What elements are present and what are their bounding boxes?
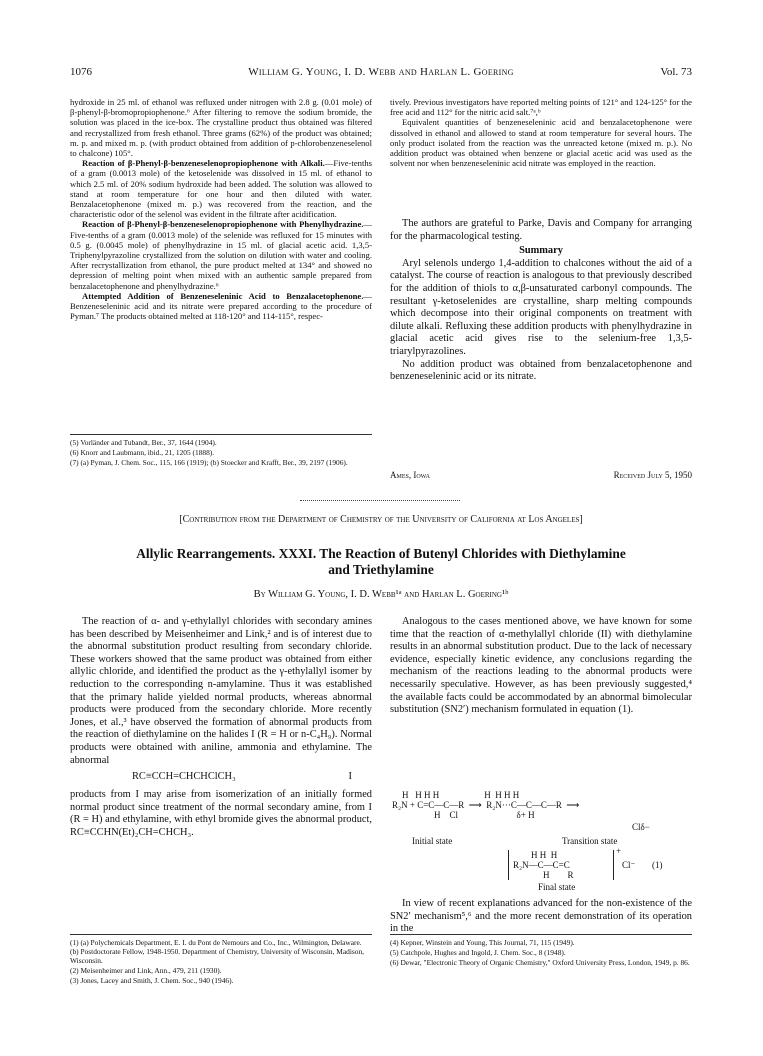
- chloride-ion: Cl⁻: [622, 860, 636, 870]
- top-right-body: [390, 218, 692, 384]
- final-row-top: H H H: [531, 850, 558, 860]
- paragraph: Equivalent quantities of benzeneseleninic acid and benzalacetophenone were dissolved in ethanol and allowed to stand at room temperature for several hours. The only product isolated from the reaction was the unreacted ketone (mixed m. p.). No addition product was obtained when benzene or glacial acetic acid was used as the solvent nor when benzeneseleninic acid nitrate was employed in the reaction.: [390, 117, 692, 169]
- title-line: Allylic Rearrangements. XXXI. The Reaction of Butenyl Chlorides with Diethylamine: [136, 546, 626, 561]
- title-line: and Triethylamine: [328, 562, 434, 577]
- formula: RC≡CCH=CHCHClCH₃: [132, 771, 236, 783]
- footnote: (3) Jones, Lacey and Smith, J. Chem. Soc., 940 (1946).: [70, 976, 234, 985]
- footnote: (7) (a) Pyman, J. Chem. Soc., 115, 166 (1919); (b) Stoecker and Krafft, Ber., 39, 2197 (1906).: [70, 458, 348, 467]
- byline: By William G. Young, I. D. Webb¹ᵃ and Harlan L. Goering¹ᵇ: [253, 589, 509, 600]
- article-title: [70, 546, 692, 578]
- summary-paragraph: Aryl selenols undergo 1,4-addition to chalcones without the aid of a catalyst. The course of reaction is analogous to that previously described for the addition of thiols to α,β-unsaturated carbonyl compounds. The resultant γ-ketoselenides are crystalline, sharp melting compounds which decompose into their original components on treatment with dilute alkali. Refluxing these addition products with phenylhydrazine in glacial acetic acid gives rise to the selenium-free 1,3,5-triarylpyrazolines.: [390, 257, 692, 357]
- volume-label: Vol. 73: [660, 66, 692, 78]
- bottom-right-continuation: [390, 898, 692, 936]
- footnote: (5) Vorländer and Tubandt, Ber., 37, 1644 (1904).: [70, 438, 217, 447]
- paragraph: [70, 291, 372, 322]
- place: Ames, Iowa: [390, 470, 430, 480]
- scheme-row-mid: R₂N + C=C—C—R ⟶ R₂N···C—C—C—R ⟶: [392, 800, 580, 810]
- paragraph: [70, 158, 372, 219]
- section-heading: Reaction of β-Phenyl-β-benzeneselenopropiophenone with Phenylhydrazine.: [82, 219, 364, 230]
- article-divider: [300, 500, 460, 501]
- received-date: Received July 5, 1950: [613, 470, 692, 480]
- final-bracket: [508, 850, 614, 880]
- top-left-column: [70, 97, 372, 321]
- final-row-bot: H R: [543, 870, 574, 880]
- footnote: (1) (a) Polychemicals Department, E. I. du Pont de Nemours and Co., Inc., Wilmington, Delaware. (b) Postdoctorate Fellow, 1948-1950. Department of Chemistry, University of Wisconsin, Madison, Wisconsin.: [70, 938, 364, 965]
- formula-number: I: [348, 771, 352, 783]
- summary-paragraph: No addition product was obtained from benzalacetophenone and benzeneseleninic acid or its nitrate.: [390, 358, 692, 383]
- page-header: [70, 66, 692, 82]
- footnote: (6) Knorr and Laubmann, ibid., 21, 1205 (1888).: [70, 448, 215, 457]
- bottom-right-column: [390, 616, 692, 717]
- contribution-line: [Contribution from the Department of Chemistry of the University of California at Los Angeles]: [179, 514, 583, 525]
- acknowledgment: The authors are grateful to Parke, Davis and Company for arranging for the pharmacological testing.: [390, 218, 692, 242]
- paragraph: The reaction of α- and γ-ethylallyl chlorides with secondary amines has been described by Meisenheimer and Link,² and is of interest due to the abnormal substitution product resulting from secondary chloride. These workers showed that the same product was obtained from either allylic chloride, and identified the product as the γ-ethylallyl isomer by reduction to the corresponding n-amylamine. Thus it was established that the primary halide yielded normal products, whereas abnormal products were produced from the secondary chloride. More recently Jones, et al.,³ have observed the formation of abnormal products from the reaction of diethylamine on the halides I (R = H or n-C₄H₉). Normal products were obtained with aniline, ammonia and ethylamine. The abnormal: [70, 616, 372, 766]
- footnote: (2) Meisenheimer and Link, Ann., 479, 211 (1930).: [70, 966, 222, 975]
- footnote-divider: [390, 934, 692, 935]
- footnote: (5) Catchpole, Hughes and Ingold, J. Chem. Soc., 8 (1948).: [390, 948, 566, 957]
- final-charge: +: [616, 846, 622, 856]
- final-row-mid: R₂N—C—C=C: [513, 860, 570, 870]
- summary-title: Summary: [519, 245, 563, 257]
- paragraph-text: —Five-tenths of a gram (0.0013 mole) of the selenide was refluxed for 15 minutes with 0.5 g. (0.0045 mole) of phenylhydrazine in 15 ml. of glacial acetic acid. 1,3,5-Triphenylpyrazoline crystallized from the solution on dilution with water and cooling. After recrystallization from ethanol, the pure product melted at 134° and showed no depression of melting point when mixed with an authentic sample prepared from benzalacetophenone and phenylhydrazine.⁶: [70, 219, 372, 291]
- scheme-row-bot: H Cl δ+ H: [434, 810, 535, 820]
- paragraph-text: —Five-tenths of a gram (0.0013 mole) of the ketoselenide was dissolved in 15 ml. of ethanol to which 2.5 ml. of 20% sodium hydroxide had been added. The solution was allowed to stand at room temperature for one hour and then diluted with water. Benzalacetophenone (mixed m. p.) was recovered from the reaction, and the characteristic odor of the selenol was evident in the filtrate after acidification.: [70, 158, 372, 220]
- page-number: 1076: [70, 66, 92, 78]
- paragraph: [70, 219, 372, 290]
- formula-line: [70, 770, 372, 786]
- top-right-column: [390, 97, 692, 168]
- transition-state-label: Transition state: [562, 836, 618, 846]
- section-heading: Reaction of β-Phenyl-β-benzeneselenopropiophenone with Alkali.: [82, 158, 325, 169]
- footnote: (6) Dewar, "Electronic Theory of Organic Chemistry," Oxford University Press, London, 1949, p. 86.: [390, 958, 690, 967]
- initial-state-label: Initial state: [412, 836, 453, 846]
- top-left-footnotes: [70, 438, 372, 468]
- paragraph-text: —Benzeneseleninic acid and its nitrate were prepared according to the procedure of Pyman.⁷ The products obtained melted at 118-120° and 114-115°, respec-: [70, 290, 372, 322]
- scheme-row-top: H H H H H H H H: [402, 790, 520, 800]
- paragraph: In view of recent explanations advanced for the non-existence of the SN2′ mechanism⁵,⁶ and the more recent demonstration of its operation in the: [390, 898, 692, 935]
- footnote: (4) Kepner, Winstein and Young, This Journal, 71, 115 (1949).: [390, 938, 575, 947]
- paragraph: Analogous to the cases mentioned above, we have known for some time that the reaction of α-methylallyl chloride (II) with diethylamine results in an abnormal substitution product. Due to the lack of necessary evidence, especially kinetic evidence, any conclusions regarding the mechanism of the reactions leading to the abnormal products were necessarily speculative. However, as has been previously suggested,⁴ the available facts could be accommodated by an abnormal bimolecular substitution (SN2′) mechanism formulated in equation (1).: [390, 616, 692, 716]
- paragraph: hydroxide in 25 ml. of ethanol was refluxed under nitrogen with 2.8 g. (0.01 mole) of β-phenyl-β-bromopropiophenone.⁶ After filtering to remove the sodium bromide, the solution was placed in the ice-box. The crystalline product thus obtained was filtered and recrystallized from fresh ethanol. Three grams (62%) of the product was obtained; m. p. and mixed m. p. (with product obtained from addition of p-chlorobenzeneselenol to chalcone) 105°.: [70, 97, 372, 159]
- section-heading: Attempted Addition of Benzeneseleninic Acid to Benzalacetophenone.: [82, 290, 364, 301]
- paragraph: products from I may arise from isomerization of an initially formed normal product since treatment of the normal secondary amine, from I (R = H) and ethylamine, with ethyl bromide gives the abnormal product, RC≡CCHN(Et)₂CH=CHCH₃.: [70, 789, 372, 838]
- footnote-divider: [70, 434, 372, 435]
- final-state-label: Final state: [538, 882, 576, 892]
- equation-number: (1): [652, 860, 663, 870]
- scheme-cl-delta: Clδ−: [632, 822, 650, 832]
- bottom-right-footnotes: [390, 938, 692, 968]
- bottom-left-column: [70, 616, 372, 840]
- paragraph: tively. Previous investigators have reported melting points of 121° and 124-125° for the free acid and 112° for the nitric acid salt.⁷ᵃ,ᵇ: [390, 97, 692, 118]
- bottom-left-footnotes: [70, 938, 372, 986]
- running-authors: William G. Young, I. D. Webb and Harlan L. Goering: [248, 66, 514, 78]
- footnote-divider: [70, 934, 372, 935]
- reaction-scheme: [390, 790, 692, 890]
